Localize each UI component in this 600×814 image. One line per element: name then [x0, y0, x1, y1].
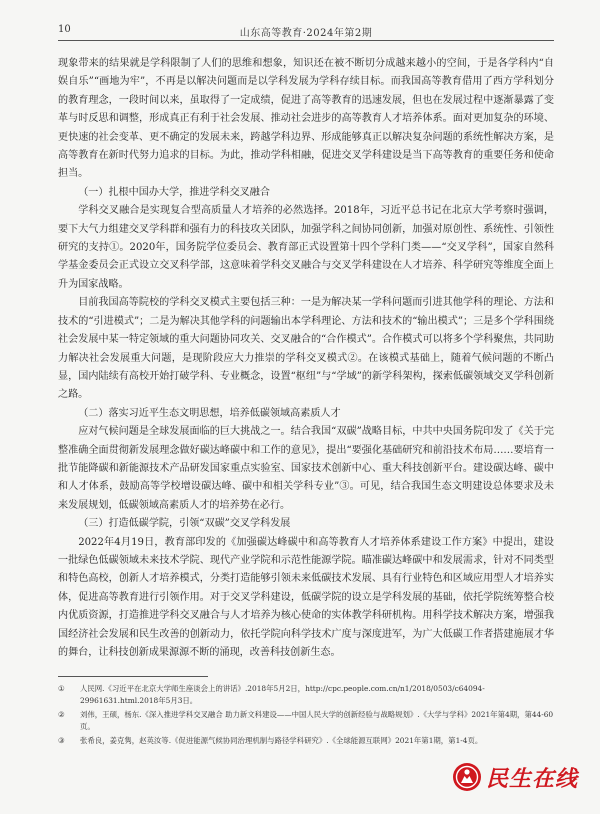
footnote: [58, 735, 554, 747]
body-text: [58, 55, 554, 662]
footnote-mark: ①: [58, 684, 65, 693]
paragraph: 学科交叉融合是实现复合型高质量人才培养的必然选择。2018年，习近平总书记在北京大学考察时强调，要下大气力组建交叉学科群和强有力的科技攻关团队，加强学科之间协同创新，加强对原创性、系统性、引领性研究的支持①。2020年，国务院学位委员会、教育部正式设置第十四个学科门类——“交叉学科”，国家自然科学基金委员会正式设立交叉科学部，这意味着学科交叉融合与交叉学科建设在人才培养、科学研究等维度全面上升为国家战略。: [58, 205, 554, 290]
footnote: [58, 683, 554, 707]
footnote: [58, 709, 554, 733]
paragraph: 2022年4月19日，教育部印发的《加强碳达峰碳中和高等教育人才培养体系建设工作方案》中提出，建设一批绿色低碳领域未来技术学院、现代产业学院和示范性能源学院。瞄准碳达峰碳中和发展需求，针对不同类型和特色高校，创新人才培养模式，分类打造能够引领未来低碳技术发展、具有行业特色和区域应用型人才培养实体，促进高等教育进行引领作用。对于交叉学科建设，低碳学院的设立是学科发展的基础，依托学院统筹整合校内优质资源，打造推进学科交叉融合与人才培养为核心使命的实体教学科研机构。用科学技术解决方案，增强我国经济社会发展和民生改善的创新动力，依托学院向科学技术广度与深度进军，为广大低碳工作者搭建施展才华的舞台，让科技创新成果源源不断的涌现，改善科技创新生态。: [58, 536, 554, 658]
section-heading: （一）扎根中国办大学，推进学科交叉融合: [78, 186, 270, 198]
watermark-text: 民生在线: [485, 766, 578, 792]
footnote-text: 刘伟，王硕，杨东.《深入推进学科交叉融合 助力新文科建设——中国人民大学的创新经验与战略规划》.《大学与学科》2021年第4期，第44-60页。: [80, 710, 554, 731]
people-emblem-icon: [452, 762, 482, 792]
paragraph: 现象带来的结果就是学科限制了人们的思维和想象，知识还在被不断切分成越来越小的空间，于是各学科内“自娱自乐”“画地为牢”，不再是以解决问题而是以学科发展为学科存续目标。而我国高等教育借用了西方学科划分的教育理念，一段时间以来，虽取得了一定成绩，促进了高等教育的迅速发展，但也在发展过程中逐渐暴露了变革与时反思和调整，形成真正有利于社会发展、推动社会进步的高等教育人才培养体系。面对更加复杂的环境、更快速的社会变革、更不确定的发展未来，跨越学科边界、形成能够真正以解决复杂问题的系统性解决方案，是高等教育在新时代努力追求的目标。为此，推动学科相融，促进交叉学科建设是当下高等教育的重要任务和使命担当。: [58, 58, 554, 180]
paragraph: 应对气候问题是全球发展面临的巨大挑战之一。结合我国“双碳”战略目标，中共中央国务院印发了《关于完整准确全面贯彻新发展理念做好碳达峰碳中和工作的意见》，提出“要强化基础研究和前沿技术布局……要培育一批节能降碳和新能源技术产品研发国家重点实验室、国家技术创新中心、重大科技创新平台。建设碳达峰、碳中和人才体系，鼓励高等学校增设碳达峰、碳中和相关学科专业”③。可见，结合我国生态文明建设总体要求及未来发展规划，低碳领域高素质人才的培养势在必行。: [58, 426, 554, 511]
section-heading: （三）打造低碳学院，引领“双碳”交叉学科发展: [78, 518, 291, 530]
page-number: 10: [58, 24, 71, 35]
footnote-text: 人民网.《习近平在北京大学师生座谈会上的讲话》.2018年5月2日，http://cpc.people.com.cn/n1/2018/0503/c64094-29961631.html.2018年5月3日。: [80, 684, 485, 705]
footnote-text: 张希良，姜克隽，赵英汝等.《促进能源气候协同治理机制与路径学科研究》.《全球能源互联网》2021年第1期，第1-4页。: [80, 736, 483, 745]
footnote-mark: ②: [58, 710, 65, 719]
footnote-mark: ③: [58, 736, 65, 745]
paragraph: 目前我国高等院校的学科交叉模式主要包括三种：一是为解决某一学科问题而引进其他学科的理论、方法和技术的“引进模式”；二是为解决其他学科的问题输出本学科理论、方法和技术的“输出模式”；三是多个学科围绕社会发展中某一特定领域的重大问题协同攻关、交叉融合的“合作模式”。合作模式可以将多个学科聚焦，共同助力解决社会发展重大问题，是现阶段应大力推崇的学科交叉模式②。在该模式基础上，随着气候问题的不断凸显，国内陆续有高校开始打破学科、专业概念，设置“枢纽”与“学域”的新学科架构，探索低碳领域交叉学科创新之路。: [58, 297, 554, 401]
section-heading: （二）落实习近平生态文明思想，培养低碳领域高素质人才: [78, 407, 341, 419]
footnotes: [58, 676, 554, 749]
running-head: 山东高等教育·2024年第2期: [239, 28, 373, 39]
page-header: [58, 22, 554, 41]
watermark-logo: [452, 762, 578, 792]
footnote-divider: [58, 676, 208, 677]
